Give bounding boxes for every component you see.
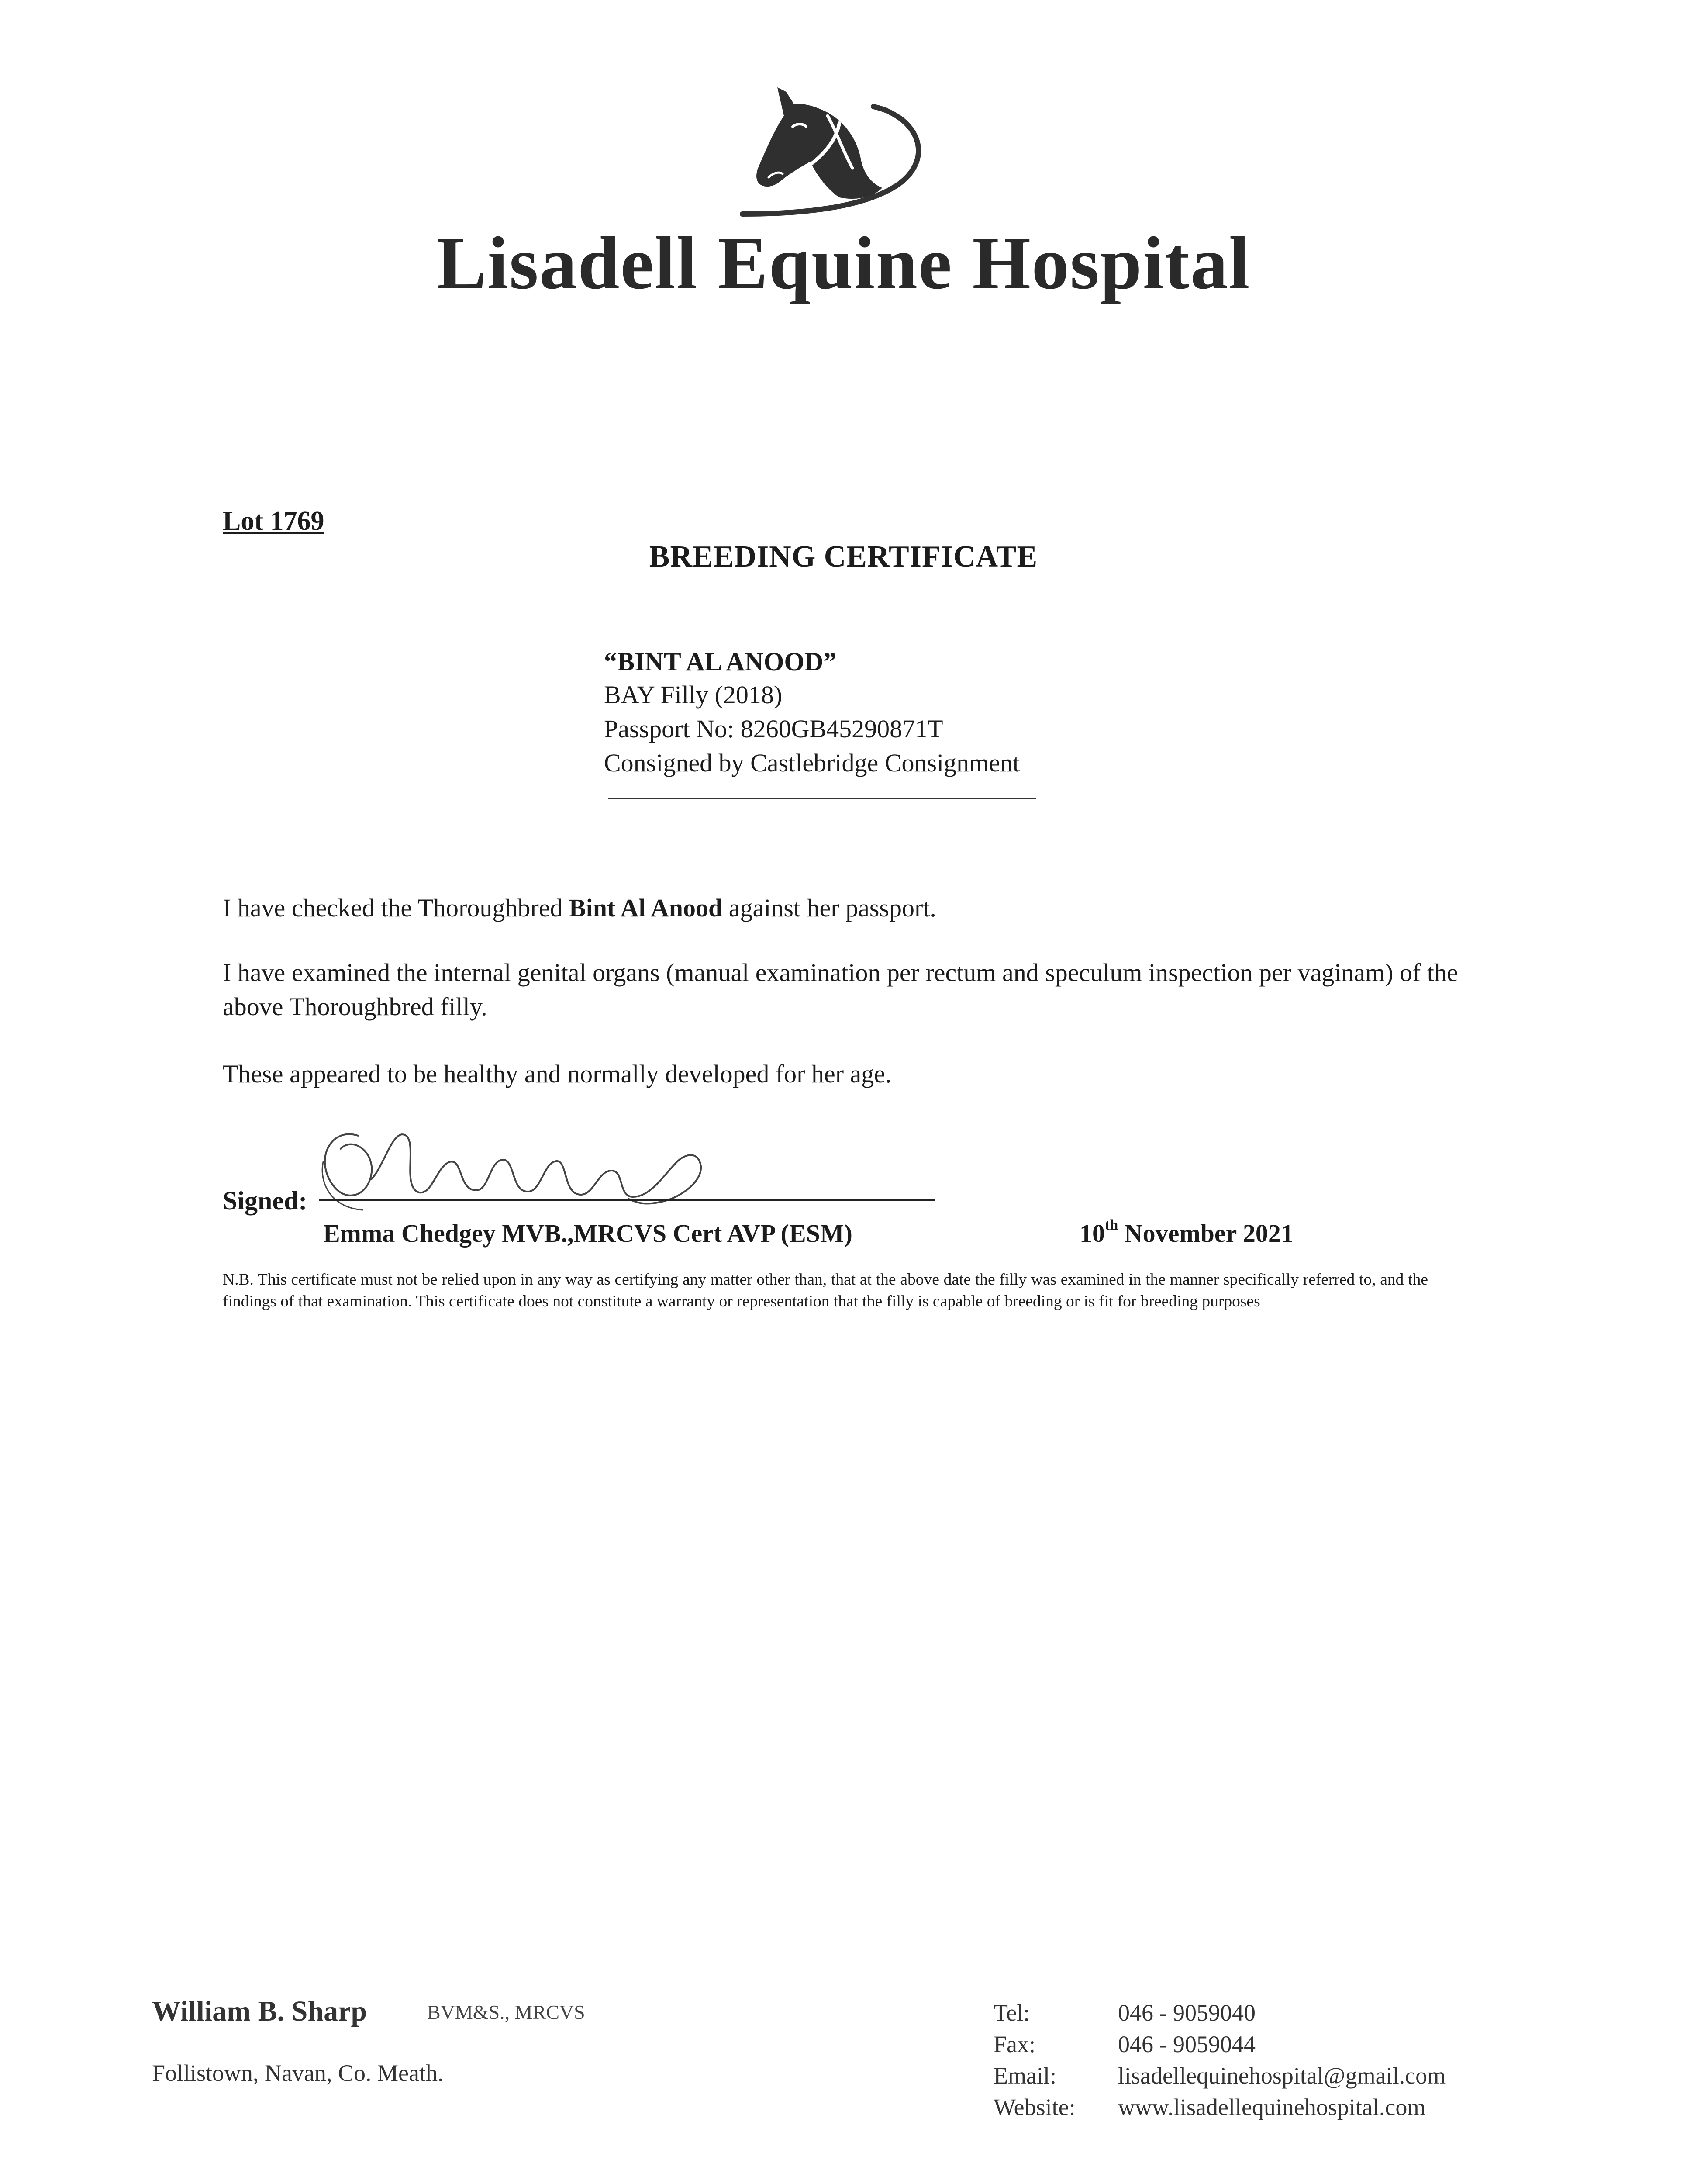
contact-value: 046 - 9059040 [1118, 2000, 1256, 2026]
horse-consigner: Consigned by Castlebridge Consignment [604, 749, 1020, 777]
horse-description: BAY Filly (2018) [604, 681, 783, 709]
signature [306, 1109, 716, 1227]
contact-label: Website: [994, 2094, 1076, 2120]
contact-value: lisadellequinehospital@gmail.com [1118, 2063, 1446, 2089]
horse-passport: Passport No: 8260GB45290871T [604, 715, 943, 743]
contact-label: Tel: [994, 2000, 1030, 2026]
contact-row-tel [994, 1997, 1446, 2028]
contact-value: 046 - 9059044 [1118, 2031, 1256, 2057]
contact-label: Email: [994, 2063, 1056, 2089]
signature-date: 10th November 2021 [1080, 1217, 1294, 1248]
certificate-title: BREEDING CERTIFICATE [649, 540, 1038, 574]
vet-name: William B. Sharp [152, 1995, 367, 2027]
contact-label: Fax: [994, 2031, 1036, 2057]
horse-name-inline: Bint Al Anood [569, 894, 723, 922]
signer-name: Emma Chedgey MVB.,MRCVS Cert AVP (ESM) [323, 1219, 852, 1248]
horse-head-icon [725, 74, 935, 223]
divider [608, 798, 1036, 799]
paragraph-passport-check: I have checked the Thoroughbred Bint Al Anood against her passport. [223, 894, 936, 922]
signature-line [319, 1199, 935, 1201]
paragraph-findings: These appeared to be healthy and normally developed for her age. [223, 1060, 892, 1088]
address: Follistown, Navan, Co. Meath. [152, 2060, 444, 2086]
contact-row-fax [994, 2028, 1446, 2060]
paragraph-examination: I have examined the internal genital organs (manual examination per rectum and speculum inspection per vaginam) of the above Thoroughbred filly. [223, 958, 1458, 1021]
contact-row-website [994, 2091, 1446, 2123]
disclaimer: N.B. This certificate must not be relied upon in any way as certifying any matter other than, that at the above date the filly was examined in the manner specifically referred to, and the findings of that examination. This certificate does not constitute a warranty or representation that the filly is capable of breeding or is fit for breeding purposes [223, 1271, 1428, 1310]
horse-name: “BINT AL ANOOD” [604, 647, 837, 676]
hospital-name: Lisadell Equine Hospital [436, 222, 1251, 305]
signed-label: Signed: [223, 1186, 307, 1215]
vet-credentials: BVM&S., MRCVS [427, 2001, 585, 2023]
lot-number: Lot 1769 [223, 506, 324, 536]
contact-value: www.lisadellequinehospital.com [1118, 2094, 1426, 2120]
contact-row-email [994, 2060, 1446, 2091]
contact-table [994, 1997, 1446, 2123]
